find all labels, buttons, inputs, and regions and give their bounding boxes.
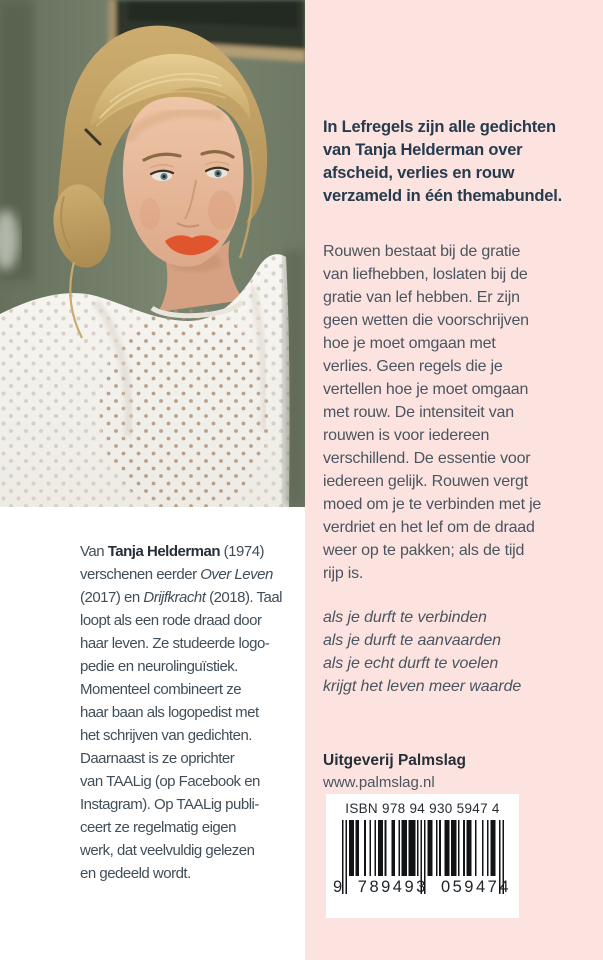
text-line: (2017) en Drijfkracht (2018). Taal	[80, 589, 283, 606]
text-line: hoe je moet omgaan met	[323, 335, 496, 352]
text-line: rijp is.	[323, 565, 364, 582]
text-line: verzameld in één themabundel.	[323, 187, 563, 205]
text-line: ceert ze regelmatig eigen	[80, 819, 236, 836]
text-line: vertellen hoe je moet omgaan	[323, 381, 529, 398]
text-line: verschenen eerder Over Leven	[80, 566, 273, 583]
text-line: verschillend. De essentie voor	[323, 450, 531, 467]
text-line: weer op te pakken; als de tijd	[323, 542, 525, 559]
text-line: Instagram). Op TAALig publi-	[80, 796, 259, 813]
author-photo-illustration	[0, 0, 305, 507]
text-line: pedie en neurolinguïstiek.	[80, 658, 238, 675]
text-line: verdriet en het lef om de draad	[323, 519, 535, 536]
isbn-label: ISBN 978 94 930 5947 4	[345, 801, 500, 816]
author-photo	[0, 0, 305, 507]
text-line: Daarnaast is ze oprichter	[80, 750, 235, 767]
text-line: iedereen gelijk. Rouwen vergt	[323, 473, 528, 490]
text-line: geen wetten die voorschrijven	[323, 312, 529, 329]
barcode-digit-group: 789493	[357, 878, 428, 896]
text-line: Rouwen bestaat bij de gratie	[323, 243, 521, 260]
text-line: als je durft te verbinden	[323, 609, 487, 626]
text-line: het schrijven van gedichten.	[80, 727, 252, 744]
publisher-info	[323, 750, 589, 793]
text-line: krijgt het leven meer waarde	[323, 678, 522, 695]
pink-panel	[305, 0, 603, 960]
barcode	[326, 794, 519, 918]
barcode-digits	[333, 878, 511, 897]
text-line: met rouw. De intensiteit van	[323, 404, 514, 421]
intro-paragraph	[323, 116, 589, 208]
text-line: van liefhebben, loslaten bij de	[323, 266, 528, 283]
text-line: haar baan als logopedist met	[80, 704, 259, 721]
text-line: als je durft te aanvaarden	[323, 632, 501, 649]
text-line: afscheid, verlies en rouw	[323, 164, 515, 182]
poem-quote	[323, 606, 589, 698]
text-line: In Lefregels zijn alle gedichten	[323, 118, 556, 136]
text-line: haar leven. Ze studeerde logo-	[80, 635, 270, 652]
author-bio	[80, 540, 305, 885]
publisher-name: Uitgeverij Palmslag	[323, 752, 467, 769]
text-line: rouwen is voor iedereen	[323, 427, 490, 444]
text-line: en gedeeld wordt.	[80, 865, 191, 882]
text-line: werk, dat veelvuldig gelezen	[80, 842, 255, 859]
text-line: verlies. Geen regels die je	[323, 358, 503, 375]
text-line: als je echt durft te voelen	[323, 655, 499, 672]
publisher-website: www.palmslag.nl	[323, 774, 435, 791]
text-line: loopt als een rode draad door	[80, 612, 262, 629]
text-line: Momenteel combineert ze	[80, 681, 242, 698]
text-line: moed om je te verbinden met je	[323, 496, 542, 513]
barcode-digit-group: 9	[333, 878, 345, 896]
text-line: van Tanja Helderman over	[323, 141, 523, 159]
barcode-digit-group: 059474	[440, 878, 511, 896]
text-line: gratie van lef hebben. Er zijn	[323, 289, 520, 306]
synopsis-paragraph	[323, 240, 589, 585]
text-line: Van Tanja Helderman (1974)	[80, 543, 265, 560]
text-line: van TAALig (op Facebook en	[80, 773, 260, 790]
